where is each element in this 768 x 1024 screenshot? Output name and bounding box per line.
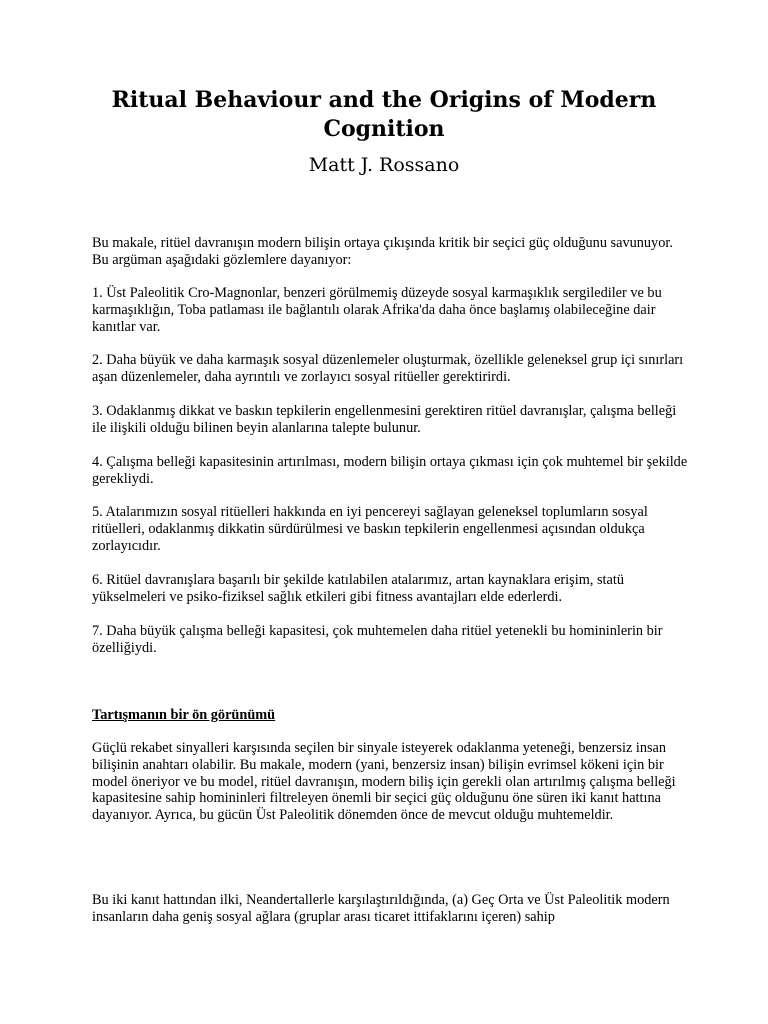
observation-1: 1. Üst Paleolitik Cro-Magnonlar, benzeri görülmemiş düzeyde sosyal karmaşıklık sergilediler ve bu karmaşıklığın, Toba patlaması ile bağlantılı olarak Afrika'da daha önce başlamış olabileceğine dair kanıtlar var. (92, 285, 662, 335)
observation-7: 7. Daha büyük çalışma belleği kapasitesi, çok muhtemelen daha ritüel yetenekli bu homininlerin bir özelliğiydi. (92, 623, 663, 656)
section-heading: Tartışmanın bir ön görünümü (92, 707, 276, 723)
document-title: Ritual Behaviour and the Origins of Modern Cognition (111, 87, 657, 142)
observation-4: 4. Çalışma belleği kapasitesinin artırılması, modern bilişin ortaya çıkması için çok muhtemel bir şekilde gerekliydi. (92, 454, 688, 487)
section-paragraph: Güçlü rekabet sinyalleri karşısında seçilen bir sinyale isteyerek odaklanma yeteneği, benzersiz insan bilişinin anahtarı olabilir. Bu makale, modern (yani, benzersiz insan) bilişin evrimsel kökeni için bir model öneriyor ve bu model, ritüel davranışın, modern biliş için gerekli olan artırılmış çalışma belleği kapasitesine sahip homininleri filtreleyen önemli bir seçici güç olduğunu öne süren iki kanıt hattına dayanıyor. Ayrıca, bu gücün Üst Paleolitik dönemden önce de mevcut olduğu muhtemeldir. (92, 740, 676, 824)
observation-6: 6. Ritüel davranışlara başarılı bir şekilde katılabilen atalarımız, artan kaynaklara erişim, statü yükselmeleri ve psiko-fiziksel sağlık etkileri gibi fitness avantajları elde ederlerdi. (92, 572, 624, 605)
intro-paragraph: Bu makale, ritüel davranışın modern bilişin ortaya çıkışında kritik bir seçici güç olduğunu savunuyor. Bu argüman aşağıdaki gözlemlere dayanıyor: (92, 235, 673, 268)
observation-3: 3. Odaklanmış dikkat ve baskın tepkilerin engellenmesini gerektiren ritüel davranışlar, çalışma belleği ile ilişkili olduğu bilinen beyin alanlarına talepte bulunur. (92, 403, 677, 436)
final-paragraph: Bu iki kanıt hattından ilki, Neandertallerle karşılaştırıldığında, (a) Geç Orta ve Üst Paleolitik modern insanların daha geniş sosyal ağlara (gruplar arası ticaret ittifaklarını içeren) sahip (92, 892, 670, 925)
observation-5: 5. Atalarımızın sosyal ritüelleri hakkında en iyi pencereyi sağlayan geleneksel toplumların sosyal ritüelleri, odaklanmış dikkatin sürdürülmesi ve baskın tepkilerin engellenmesi açısından oldukça zorlayıcıdır. (92, 504, 648, 554)
document-author: Matt J. Rossano (308, 154, 460, 176)
observation-2: 2. Daha büyük ve daha karmaşık sosyal düzenlemeler oluşturmak, özellikle geleneksel grup içi sınırları aşan düzenlemeler, daha ayrıntılı ve zorlayıcı sosyal ritüeller gerektirirdi. (92, 352, 684, 385)
